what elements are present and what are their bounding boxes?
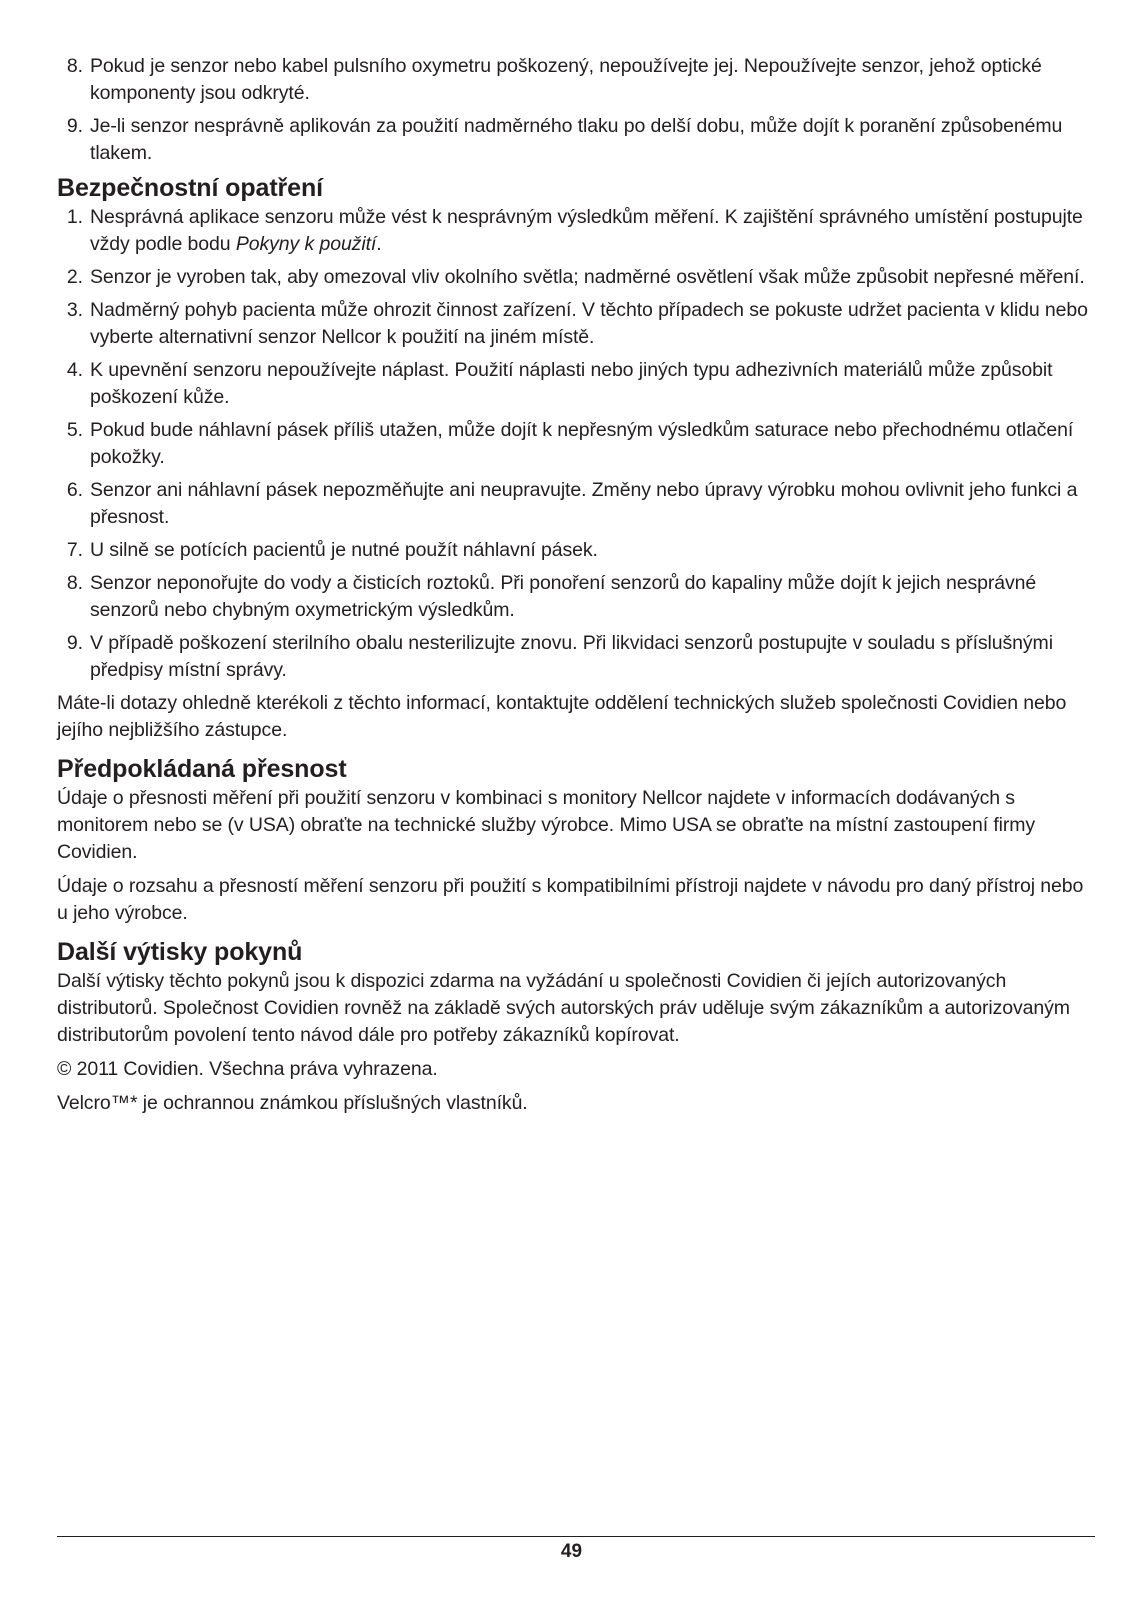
list-item (57, 113, 1095, 167)
list-item (57, 417, 1095, 471)
list-item-number: 9. (66, 632, 83, 654)
list-item (57, 357, 1095, 411)
list-item (57, 53, 1095, 107)
list-item-text: Pokud bude náhlavní pásek příliš utažen, může dojít k nepřesným výsledkům saturace nebo přechodnému otlačení pokožky. (90, 419, 1074, 468)
list-item-number: 7. (66, 539, 83, 561)
precautions-note: Máte-li dotazy ohledně kterékoli z těchto informací, kontaktujte oddělení technických služeb společnosti Covidien nebo jejího nejbližšího zástupce. (57, 692, 1067, 741)
list-item-text: Nadměrný pohyb pacienta může ohrozit činnost zařízení. V těchto případech se pokuste udržet pacienta v klidu nebo vyberte alternativní senzor Nellcor k použití na jiném místě. (90, 299, 1088, 348)
list-item-number: 8. (66, 572, 83, 594)
list-item-number: 3. (66, 299, 83, 321)
document-page (57, 53, 1095, 1124)
accuracy-paragraph: Údaje o rozsahu a přesností měření senzoru při použití s kompatibilními přístroji najdete v návodu pro daný přístroj nebo u jeho výrobce. (57, 875, 1084, 924)
list-item (57, 297, 1095, 351)
accuracy-paragraph: Údaje o přesnosti měření při použití senzoru v kombinaci s monitory Nellcor najdete v informacích dodávaných s monitorem nebo se (v USA) obraťte na technické služby výrobce. Mimo USA se obraťte na místní zastoupení firmy Covidien. (57, 787, 1036, 863)
list-item-text: Senzor je vyroben tak, aby omezoval vliv okolního světla; nadměrné osvětlení však může způsobit nepřesné měření. (90, 266, 1085, 288)
copies-paragraph: Další výtisky těchto pokynů jsou k dispozici zdarma na vyžádání u společnosti Covidien či jejích autorizovaných distributorů. Společnost Covidien rovněž na základě svých autorských práv uděluje svým zákazníkům a autorizovaným distributorům povolení tento návod dále pro potřeby zákazníků kopírovat. (57, 970, 1070, 1046)
precautions-list (57, 204, 1095, 684)
list-item-number: 5. (66, 419, 83, 441)
list-item (57, 570, 1095, 624)
trademark-notice: Velcro™* je ochrannou známkou příslušných vlastníků. (57, 1092, 528, 1114)
list-item-number: 9. (66, 115, 83, 137)
copyright-notice: © 2011 Covidien. Všechna práva vyhrazena. (57, 1058, 438, 1080)
list-item-number: 8. (66, 55, 83, 77)
list-item (57, 204, 1095, 258)
list-item-text: Senzor ani náhlavní pásek nepozměňujte ani neupravujte. Změny nebo úpravy výrobku mohou ovlivnit jeho funkci a přesnost. (90, 479, 1078, 528)
accuracy-heading: Předpokládaná přesnost (57, 755, 347, 783)
list-item (57, 630, 1095, 684)
footer-divider (57, 1536, 1095, 1537)
list-item-number: 6. (66, 479, 83, 501)
list-item-text: Pokud je senzor nebo kabel pulsního oxymetru poškozený, nepoužívejte jej. Nepoužívejte senzor, jehož optické komponenty jsou odkryté. (90, 55, 1042, 104)
list-item-text: Je-li senzor nesprávně aplikován za použití nadměrného tlaku po delší dobu, může dojít k poranění způsobenému tlakem. (90, 115, 1063, 164)
list-item (57, 477, 1095, 531)
warnings-list (57, 53, 1095, 167)
list-item-emphasis: Pokyny k použití (235, 233, 377, 255)
list-item-text: U silně se potících pacientů je nutné použít náhlavní pásek. (90, 539, 598, 561)
list-item-number: 4. (66, 359, 83, 381)
precautions-heading: Bezpečnostní opatření (57, 174, 323, 202)
list-item-text: K upevnění senzoru nepoužívejte náplast. Použití náplasti nebo jiných typu adhezivních materiálů může způsobit poškození kůže. (90, 359, 1053, 408)
list-item-text: Nesprávná aplikace senzoru může vést k nesprávným výsledkům měření. K zajištění správného umístění postupujte vždy podle bodu (90, 206, 1083, 255)
list-item (57, 264, 1095, 291)
list-item-number: 2. (66, 266, 83, 288)
list-item-text: Senzor neponořujte do vody a čisticích roztoků. Při ponoření senzorů do kapaliny může dojít k jejich nesprávné senzorů nebo chybným oxymetrickým výsledkům. (90, 572, 1037, 621)
list-item (57, 537, 1095, 564)
page-number: 49 (560, 1541, 583, 1562)
list-item-suffix: . (376, 233, 382, 255)
list-item-text: V případě poškození sterilního obalu nesterilizujte znovu. Při likvidaci senzorů postupujte v souladu s příslušnými předpisy místní správy. (90, 632, 1053, 681)
list-item-number: 1. (66, 206, 83, 228)
copies-heading: Další výtisky pokynů (57, 938, 303, 966)
